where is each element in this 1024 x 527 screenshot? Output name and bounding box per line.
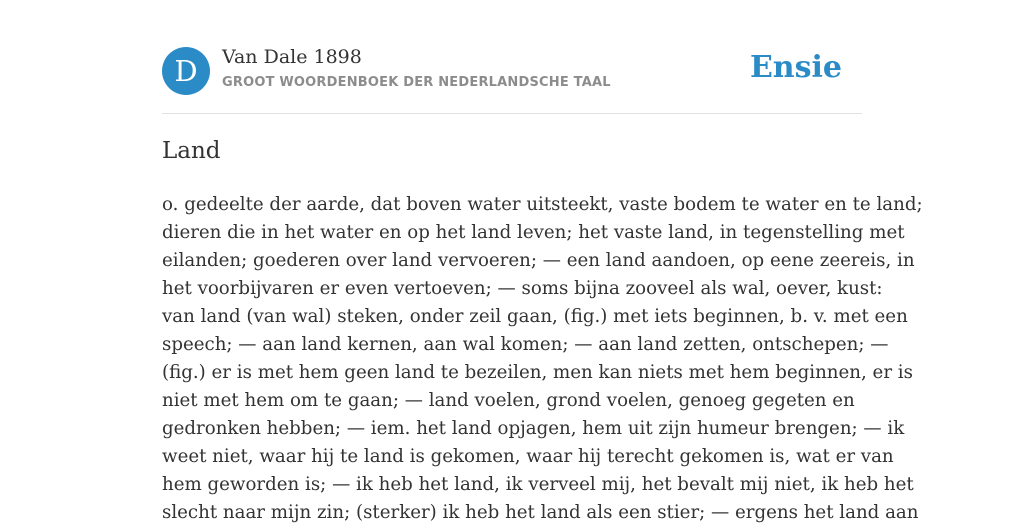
definition-line: hem geworden is; — ik heb het land, ik verveel mij, het bevalt mij niet, ik heb het [162,474,914,495]
definition-line: (fig.) er is met hem geen land te bezeilen, men kan niets met hem beginnen, er is [162,362,913,383]
header [162,46,862,96]
definition-line: weet niet, waar hij te land is gekomen, waar hij terecht gekomen is, wat er van [162,446,894,467]
definition-line: van land (van wal) steken, onder zeil gaan, (fig.) met iets beginnen, b. v. met een [162,306,908,327]
definition-line: speech; — aan land kernen, aan wal komen; — aan land zetten, ontschepen; — [162,334,889,355]
definition-line: niet met hem om te gaan; — land voelen, grond voelen, genoeg gegeten en [162,390,855,411]
source-avatar[interactable]: D [162,47,210,95]
definition-line: o. gedeelte der aarde, dat boven water uitsteekt, vaste bodem te water en te land; [162,194,923,215]
definition-line: gedronken hebben; — iem. het land opjagen, hem uit zijn humeur brengen; — ik [162,418,905,439]
entry-definition [162,191,923,527]
header-divider [162,113,862,114]
source-subtitle: GROOT WOORDENBOEK DER NEDERLANDSCHE TAAL [222,75,611,90]
definition-line: het voorbijvaren er even vertoeven; — soms bijna zooveel als wal, oever, kust: [162,278,883,299]
source-title[interactable]: Van Dale 1898 [222,46,362,68]
definition-line: eilanden; goederen over land vervoeren; — een land aandoen, op eene zeereis, in [162,250,915,271]
definition-line: dieren die in het water en op het land leven; het vaste land, in tegenstelling met [162,222,905,243]
ensie-logo[interactable]: Ensie [749,50,842,85]
entry-title: Land [162,138,221,164]
definition-line: slecht naar mijn zin; (sterker) ik heb het land als een stier; — ergens het land aan [162,502,919,523]
